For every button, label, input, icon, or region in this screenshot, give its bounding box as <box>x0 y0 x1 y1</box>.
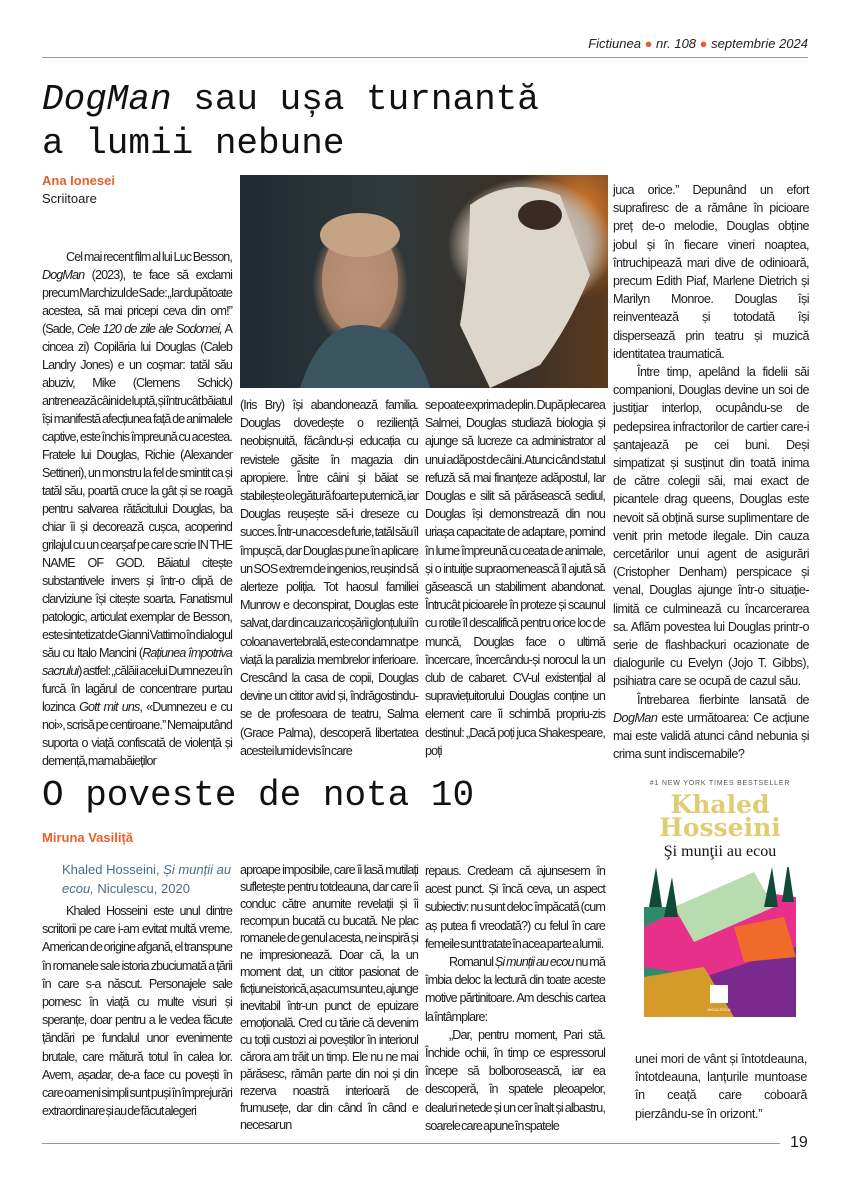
italic-text: Rațiunea împotriva sacrului <box>42 646 232 678</box>
article2-column-3 <box>425 862 605 1135</box>
article2-author: Miruna Vasiliță <box>42 830 134 845</box>
running-header <box>588 36 808 51</box>
text-run: juca orice.” Depunând un efort suprafiresc de a rămâne în picioare preț de-o melodie, Douglas obține jobul și în fiecare vineri noaptea, întruchipează mari dive de odinioară, precum Edith Piaf, Marlene Dietrich și Marilyn Monroe. Douglas își reinventează și totodată își dispersează prin teatru și muzică identitatea traumatică. <box>613 183 809 361</box>
paragraph <box>613 181 809 363</box>
magazine-name: Fictiunea <box>588 36 641 51</box>
paragraph <box>425 1026 605 1135</box>
article2-column-1 <box>42 902 232 1120</box>
text-run: Romanul <box>449 955 495 970</box>
italic-text: DogMan <box>613 710 658 725</box>
title-italic: DogMan <box>42 79 172 120</box>
bestseller-badge: #1 NEW YORK TIMES BESTSELLER <box>649 780 791 787</box>
italic-text: Gott mit uns <box>79 700 140 714</box>
book-author <box>640 790 800 842</box>
paragraph <box>240 862 418 1134</box>
header-rule <box>42 57 808 58</box>
text-run: „Dar, pentru moment, Pari stă. Închide ochii, în timp ce espressorul începe să bolborosească, iar ea descoperă, în spatele pleoapelor, dealuri netede și un cer înalt și albastru, soarele care apune în spatele <box>425 1027 605 1133</box>
separator-dot: ● <box>644 36 653 51</box>
title-line2: a lumii nebune <box>42 123 345 164</box>
text-run: ) astfel: „călăii acelui Dumnezeu în furcă în lagărul de concentrare purtau lozinca <box>42 664 232 714</box>
article1-column-2 <box>240 396 418 760</box>
text-run: se poate exprima deplin. După plecarea Salmei, Douglas studiază biologia și ajunge să lucreze ca administrator al unui adăpost de câini. Atunci când statul refuză să mai finanțeze adăpostul, Iar Douglas e silit să părăsească sediul, Douglas își demonstrează din nou uriașa capacitate de adaptare, pornind în lume împreună cu ceata de animale, și o intuiție supraomenească îl ajută să găsească un stabiliment abandonat. Întrucât picioarele în proteze și scaunul cu rotile îl descalifică pentru orice loc de muncă, Douglas face o ultimă încercare, încercându-și norocul la un club de cabaret. CV-ul existențial al supraviețuitorului Douglas conține un element care îi schimbă propriu-zis destinul: „Dacă poți juca Shakespeare, poți <box>425 398 605 758</box>
ref-book: Și munții au ecou, <box>62 862 232 896</box>
paragraph <box>240 396 418 760</box>
cover-artwork <box>644 867 796 1017</box>
text-run: (2023), te face să exclami precum Marchizul de Sade: „Iar după toate acestea, să mai pricepi ceva din om!” (Sade, <box>42 268 232 336</box>
article1-column-1 <box>42 248 232 770</box>
paragraph <box>425 953 605 1026</box>
paragraph <box>613 363 809 691</box>
paragraph <box>425 396 605 760</box>
ref-author: Khaled Hosseini, <box>62 862 164 877</box>
text-run: aproape imposibile, care îi lasă mutilați sufletește pentru totdeauna, dar care îi conduc către anumite revelații și îi recompun bucată cu bucată. Ne plac romanele de genul acesta, ne inspiră și ne impresionează. Doar că, la un moment dat, un cititor pasionat de ficțiune istorică, așa cum sunt eu, ajunge inevitabil într-un punct de epuizare emoțională. Cred cu tărie că devenim cu toții custozi ai poveștilor în interiorul cărora am trăit un timp. Ele nu ne mai părăsesc, rămân parte din noi și din rezerva noastră interioară de frumusețe, dar din când în când e necesar un <box>240 863 418 1132</box>
article1-author-role: Scriitoare <box>42 191 97 206</box>
book-cover <box>640 780 800 1040</box>
text-run: repaus. Credeam că ajunsesem în acest punct. Și încă ceva, un aspect subiectiv: nu sunt deloc împăcată (cum aș putea fi vreodată?) cu felul în care femeile sunt tratate în acea parte a lumii. <box>425 864 605 951</box>
book-author-first: Khaled <box>670 790 770 819</box>
separator-dot: ● <box>699 36 708 51</box>
article1-author: Ana Ionesei <box>42 173 115 188</box>
paragraph <box>425 862 605 953</box>
text-run: este următoarea: Ce acțiune mai este validă atunci când nebunia și crima sunt indiscernabile? <box>613 710 809 762</box>
paragraph <box>635 1050 807 1123</box>
page-number: 19 <box>790 1134 808 1151</box>
issue-date: septembrie 2024 <box>711 36 808 51</box>
text-run: , «Dumnezeu e cu noi», scrisă pe centiroane.” Nemaiputând suporta o viață confiscată de violență și demență, mama băieților <box>42 700 232 768</box>
text-run: nu mă îmbia deloc la lectură din toate aceste motive părtinitoare. Am deschis cartea la întâmplare: <box>425 955 606 1024</box>
text-run: Cel mai recent film al lui Luc Besson, <box>66 250 232 264</box>
paragraph <box>613 691 809 764</box>
article2-column-4 <box>635 1050 807 1123</box>
text-run: Între timp, apelând la fidelii săi companioni, Douglas devine un soi de justițiar interlop, ocupându-se de pedepsirea infractorilor de cartier care-i șantajează pe cei buni. Deși simpatizat și susținut din toată inima de către colegii săi, mai exact de picantele drag queens, Douglas este nevoit să obțină surse suplimentare de venit prin metode ilegale. Din cauza cercetărilor unui agent de asigurări (Cristopher Denham) perspicace și venal, Douglas ajunge într-o situație-limită ce culminează cu încarcerarea sa. Aflăm povestea lui Douglas printr-o serie de flashbackuri ocazionate de dialogurile cu Evelyn (Jojo T. Gibbs), psihiatra care se ocupă de cazul său. <box>613 365 809 689</box>
paragraph <box>42 902 232 1120</box>
footer-rule <box>42 1143 780 1144</box>
paragraph <box>42 248 232 770</box>
book-title: Şi munţii au ecou <box>663 843 777 860</box>
article2-title: O poveste de nota 10 <box>42 775 475 816</box>
ref-publisher: Niculescu, 2020 <box>93 881 190 896</box>
text-run: (Iris Bry) își abandonează familia. Douglas dovedește o reziliență neobișnuită, făcându-și educația cu revistele găsite în magazia din apropiere. Între câini și băiat se stabilește o legătură foarte puternică, iar Douglas reușește să-i dreseze cu succes. Într-un acces de furie, tatăl său îl împușcă, dar Douglas pune în aplicare un SOS extrem de ingenios, reușind să alerteze poliția. Tot haosul familiei Munrow e deconspirat, Douglas este salvat, dar din cauza ricoșării glonțului în coloana vertebrală, este condamnat pe viață la paralizia membrelor inferioare. Crescând la casa de copii, Douglas devine un cititor avid și, îndrăgostindu-se de profesoara de teatru, Salma (Grace Palma), descoperă libertatea acestei lumi de vis în care <box>240 398 418 758</box>
italic-text: DogMan <box>42 268 85 282</box>
article1-column-4 <box>613 181 809 764</box>
text-run: Khaled Hosseini este unul dintre scriitorii pe care i-am evitat multă vreme. American de origine afgană, el transpune în romanele sale istoria zbuciumată a țării în care s-a născut. Personajele sale pornesc în viață cu multe visuri și speranțe, doar pentru a le vedea făcute țăndări pe fundalul unor evenimente brutale, care mătură totul în calea lor. Avem, așadar, de-a face cu povești în care oameni simpli sunt puși în împrejurări extraordinare și au de făcut alegeri <box>42 904 232 1119</box>
article1-title <box>42 78 539 166</box>
italic-text: Cele 120 de zile ale Sodomei, <box>77 322 222 336</box>
book-author-last: Hosseini <box>659 813 781 842</box>
article2-column-2 <box>240 862 418 1134</box>
book-reference <box>62 860 232 898</box>
text-run: Întrebarea fierbinte lansată de <box>637 692 809 707</box>
article1-column-3 <box>425 396 605 760</box>
text-run: unei mori de vânt și întotdeauna, întotdeauna, lanțurile muntoase în ceață care coboară pierzându-se în orizont.” <box>635 1052 807 1121</box>
photo-illustration <box>240 175 608 388</box>
film-still-photo <box>240 175 608 388</box>
title-rest: sau ușa turnantă <box>171 79 539 120</box>
issue-number: nr. 108 <box>656 36 697 51</box>
publisher-logo-text: NICULESCU <box>707 1007 731 1012</box>
italic-text: Și munții au ecou <box>494 955 574 970</box>
text-run: A cincea zi) Copilăria lui Douglas (Caleb Landry Jones) e un coșmar: tatăl său abuziv, Mike (Clemens Schick) antrenează câini de luptă, și întrucât băiatul își manifestă afecțiunea față de animalele captive, este închis împreună cu acestea. Fratele lui Douglas, Richie (Alexander Settineri), un monstru la fel de smintit ca și tatăl său, poartă cruce la gât și se roagă pentru salvarea rătăcitului Douglas, ba chiar îi și decorează cușca, acoperind grilajul cu un cearșaf pe care scrie IN THE NAME OF GOD. Băiatul citește substantivele invers și într-o clipă de clarviziune își citește soarta. Fanatismul patologic, articulat exemplar de Besson, este sintetizat de Gianni Vattimo în dialogul său cu Italo Mancini ( <box>42 322 232 660</box>
